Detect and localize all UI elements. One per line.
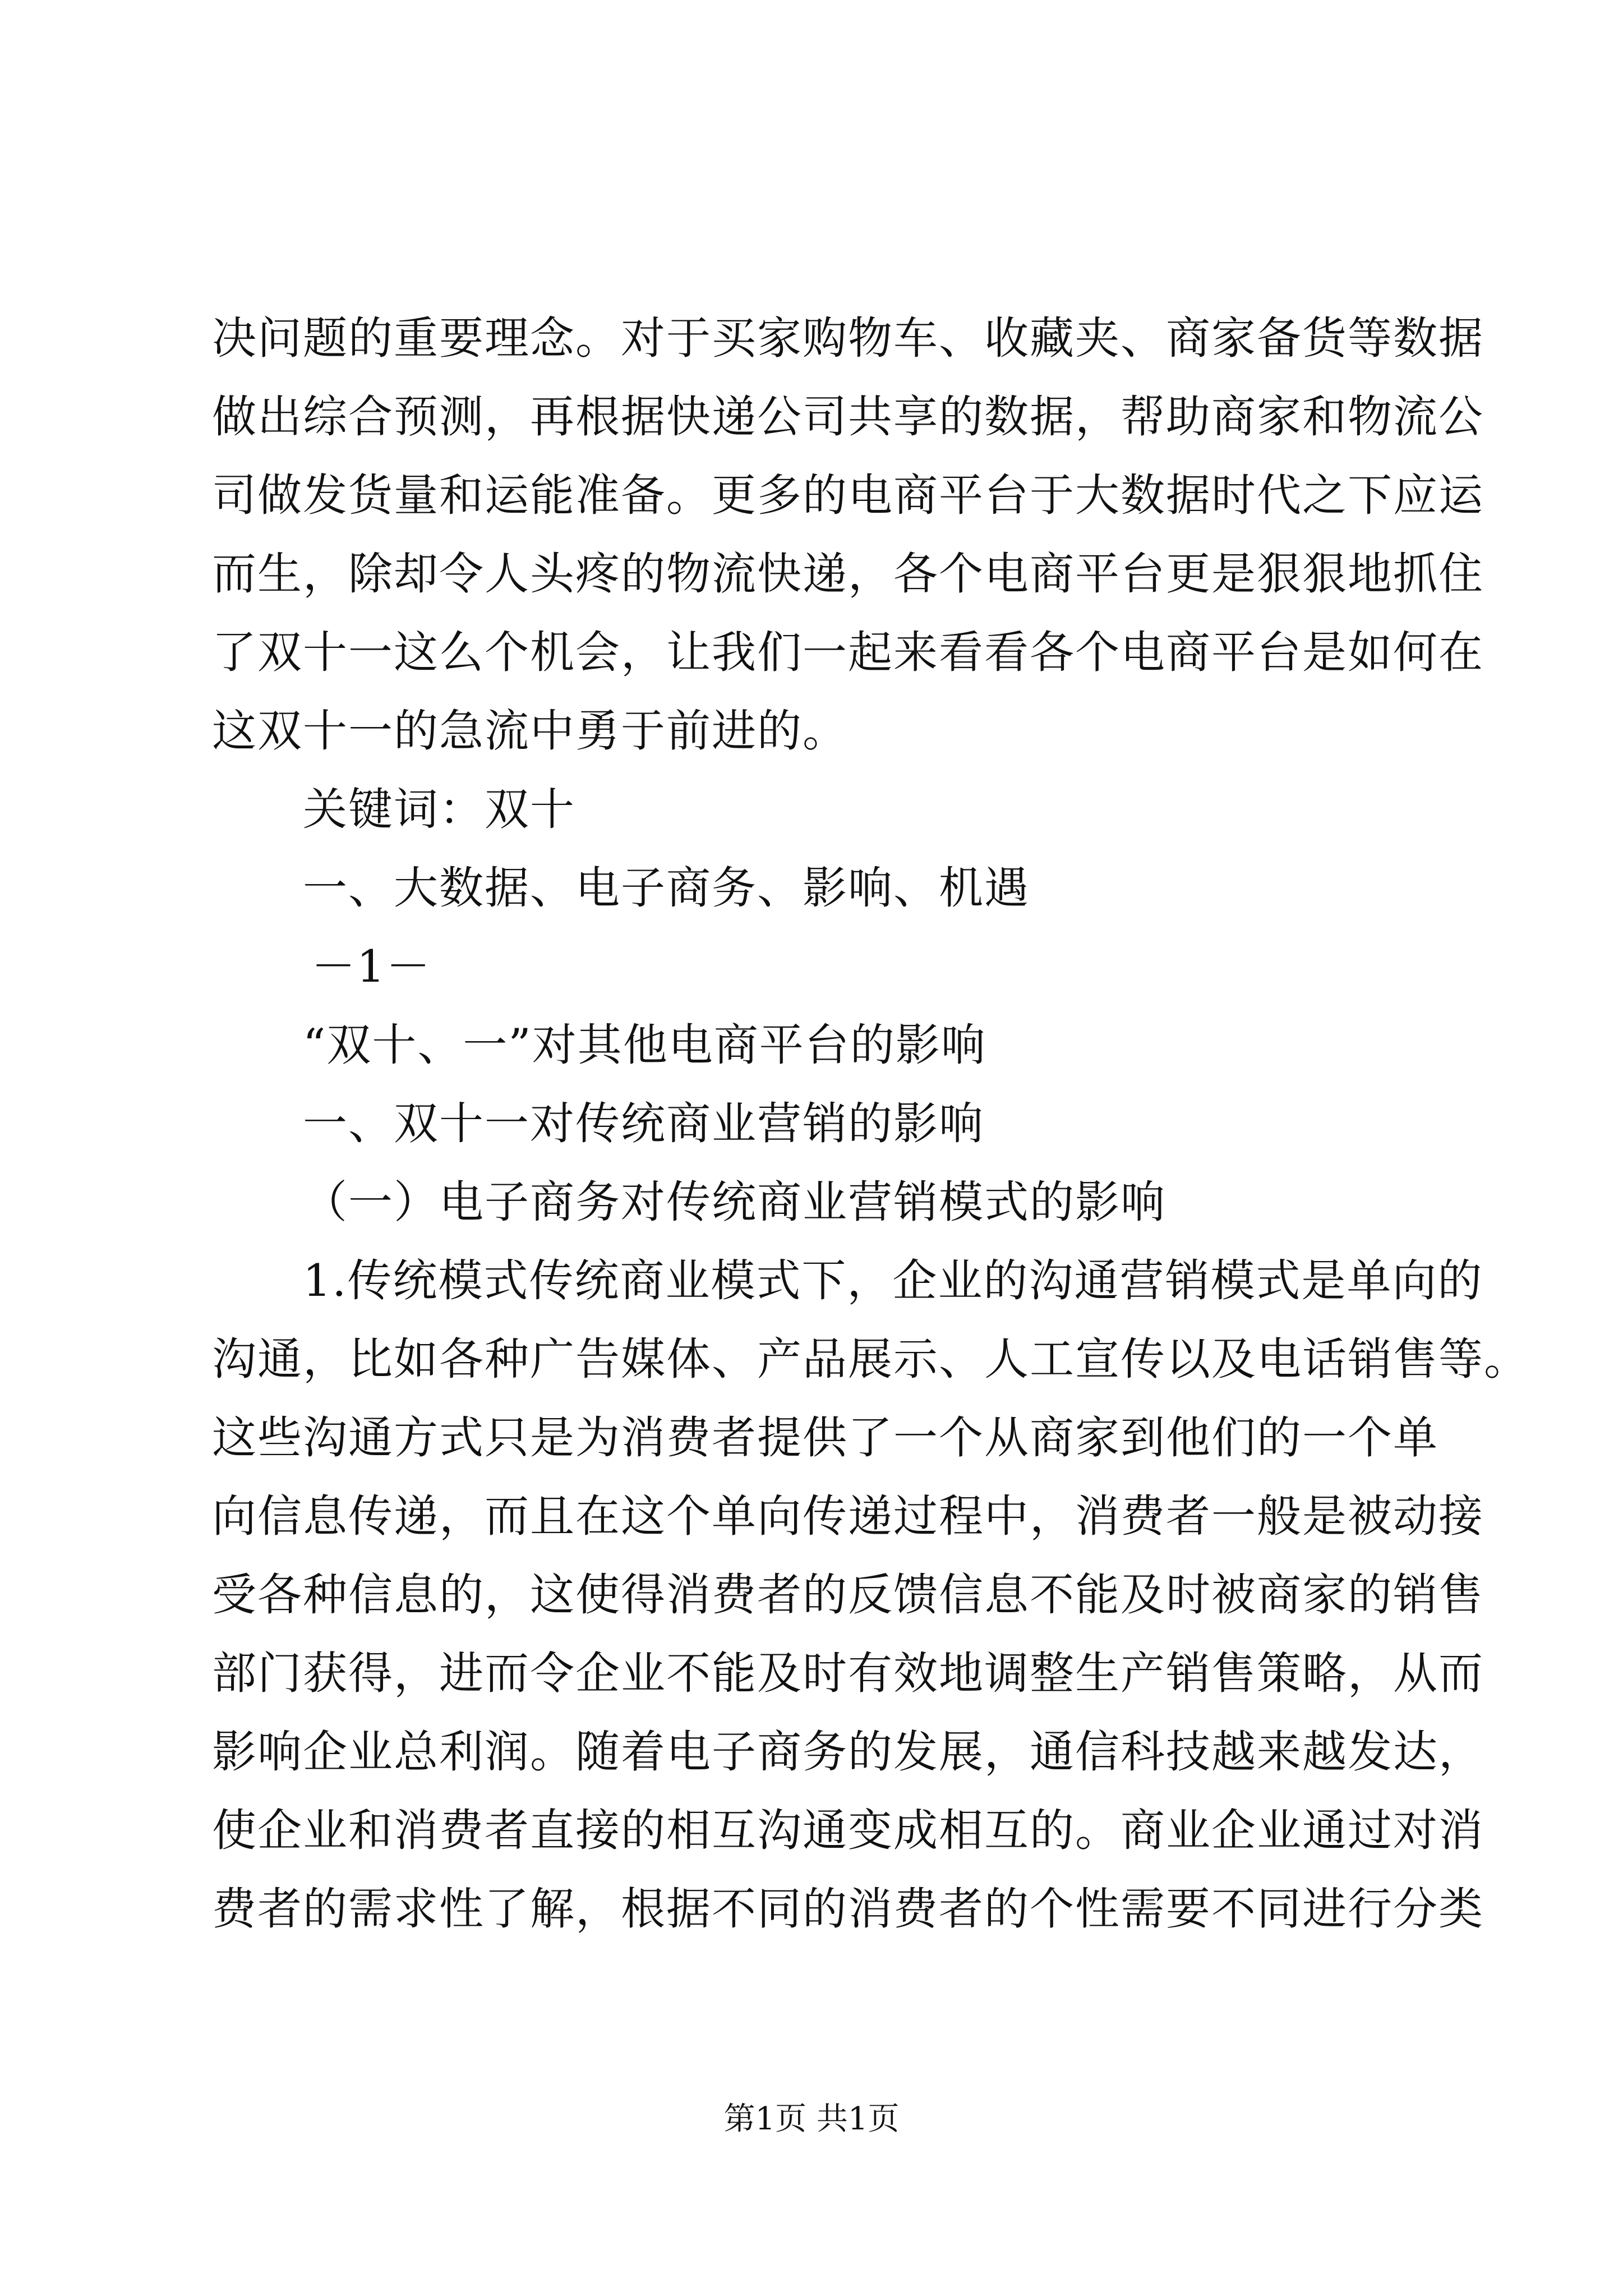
subsection-heading: （一）电子商务对传统商业营销模式的影响 bbox=[303, 1176, 1166, 1228]
page-footer: 第1页 共1页 bbox=[723, 2101, 900, 2137]
body-line: 向信息传递，而且在这个单向传递过程中，消费者一般是被动接 bbox=[212, 1490, 1484, 1542]
page-marker: －1－ bbox=[311, 941, 432, 992]
section-heading: 一、双十一对传统商业营销的影响 bbox=[303, 1098, 984, 1149]
body-line: 受各种信息的，这使得消费者的反馈信息不能及时被商家的销售 bbox=[212, 1569, 1484, 1621]
body-line: 决问题的重要理念。对于买家购物车、收藏夹、商家备货等数据 bbox=[212, 312, 1484, 364]
keywords-list: 一、大数据、电子商务、影响、机遇 bbox=[303, 862, 1030, 914]
body-line: 这双十一的急流中勇于前进的。 bbox=[212, 705, 848, 757]
body-line: 费者的需求性了解，根据不同的消费者的个性需要不同进行分类 bbox=[212, 1883, 1484, 1935]
body-line: 了双十一这么个机会，让我们一起来看看各个电商平台是如何在 bbox=[212, 627, 1484, 678]
body-line: 而生，除却令人头疼的物流快递，各个电商平台更是狠狠地抓住 bbox=[212, 548, 1484, 600]
body-line: 司做发货量和运能准备。更多的电商平台于大数据时代之下应运 bbox=[212, 470, 1484, 521]
body-line: 影响企业总利润。随着电子商务的发展，通信科技越来越发达， bbox=[212, 1726, 1484, 1778]
section-title: “双十、一”对其他电商平台的影响 bbox=[303, 1019, 986, 1071]
body-line: 使企业和消费者直接的相互沟通变成相互的。商业企业通过对消 bbox=[212, 1805, 1484, 1856]
body-line: 1.传统模式传统商业模式下，企业的沟通营销模式是单向的 bbox=[303, 1255, 1483, 1306]
body-line: 做出综合预测，再根据快递公司共享的数据，帮助商家和物流公 bbox=[212, 391, 1484, 443]
keywords-line: 关键词：双十 bbox=[303, 784, 575, 835]
body-line: 部门获得，进而令企业不能及时有效地调整生产销售策略，从而 bbox=[212, 1648, 1484, 1699]
body-line: 这些沟通方式只是为消费者提供了一个从商家到他们的一个单 bbox=[212, 1412, 1438, 1464]
body-line: 沟通，比如各种广告媒体、产品展示、人工宣传以及电话销售等。 bbox=[212, 1333, 1529, 1385]
